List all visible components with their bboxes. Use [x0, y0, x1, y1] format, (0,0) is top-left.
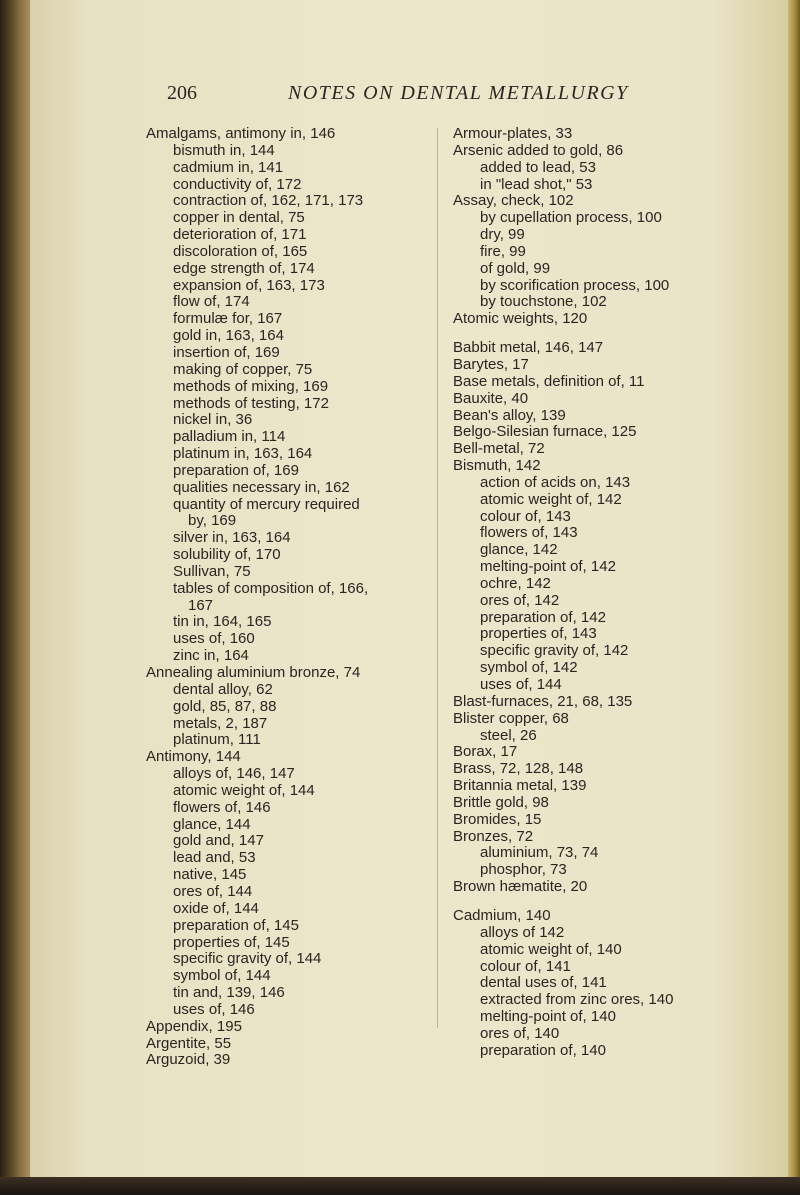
index-entry: Brass, 72, 128, 148 [453, 760, 584, 778]
index-entry: Bronzes, 72 [453, 827, 534, 845]
index-subentry: melting-point of, 142 [480, 558, 616, 576]
index-subentry: tables of composition of, 166, [173, 579, 369, 597]
index-entry: Britannia metal, 139 [453, 777, 587, 795]
page-number: 206 [167, 82, 197, 104]
index-subentry: bismuth in, 144 [173, 141, 275, 159]
index-entry: Armour-plates, 33 [453, 125, 573, 142]
index-subentry: platinum in, 163, 164 [173, 445, 313, 463]
index-entry: Bromides, 15 [453, 810, 542, 828]
index-subentry: by cupellation process, 100 [480, 209, 662, 227]
index-entry: Assay, check, 102 [453, 192, 574, 210]
index-subentry: nickel in, 36 [173, 411, 253, 429]
index-subentry: atomic weight of, 142 [480, 490, 622, 508]
index-subentry: methods of testing, 172 [173, 394, 329, 412]
index-entry: Blister copper, 68 [453, 709, 569, 727]
index-subentry: ores of, 140 [480, 1024, 560, 1042]
index-subentry: silver in, 163, 164 [173, 529, 291, 547]
index-subentry: flowers of, 146 [173, 798, 271, 816]
index-subentry: native, 145 [173, 866, 247, 884]
index-entry: Arsenic added to gold, 86 [453, 141, 624, 159]
index-subentry: tin and, 139, 146 [173, 984, 285, 1002]
index-entry: Annealing aluminium bronze, 74 [146, 664, 361, 681]
index-subentry: glance, 144 [173, 815, 251, 833]
index-subentry: discoloration of, 165 [173, 242, 308, 260]
index-subentry: insertion of, 169 [173, 343, 280, 361]
index-entry: Argentite, 55 [146, 1034, 232, 1052]
index-subentry: aluminium, 73, 74 [480, 844, 599, 862]
index-entry: Antimony, 144 [146, 748, 241, 766]
index-entry: Blast-furnaces, 21, 68, 135 [453, 692, 633, 710]
index-subentry: ores of, 144 [173, 882, 253, 900]
index-subentry: flowers of, 143 [480, 524, 578, 542]
index-subentry: formulæ for, 167 [173, 310, 283, 328]
index-subentry: dry, 99 [480, 226, 525, 244]
index-subentry: glance, 142 [480, 541, 558, 559]
index-subentry: dental uses of, 141 [480, 974, 607, 992]
book-spine-shadow [0, 0, 34, 1195]
index-subentry: properties of, 145 [173, 933, 290, 951]
index-subentry: lead and, 53 [173, 849, 256, 867]
index-subentry: atomic weight of, 140 [480, 940, 622, 958]
index-subentry: deterioration of, 171 [173, 226, 307, 244]
page-edge [788, 0, 800, 1195]
index-subentry: solubility of, 170 [173, 546, 281, 564]
index-subentry: gold in, 163, 164 [173, 327, 284, 345]
index-subentry: added to lead, 53 [480, 158, 596, 176]
index-subentry: atomic weight of, 144 [173, 781, 315, 799]
index-entry: Appendix, 195 [146, 1017, 242, 1035]
index-subentry: action of acids on, 143 [480, 473, 631, 491]
index-subentry: specific gravity of, 144 [173, 950, 322, 968]
index-subentry: gold, 85, 87, 88 [173, 697, 277, 715]
index-entry: Bauxite, 40 [453, 389, 529, 407]
index-subentry: cadmium in, 141 [173, 158, 284, 176]
index-subentry: ores of, 142 [480, 591, 560, 609]
index-subentry: conductivity of, 172 [173, 175, 302, 193]
index-entry: Bean's alloy, 139 [453, 406, 566, 424]
index-subentry: specific gravity of, 142 [480, 642, 629, 660]
index-subentry: melting-point of, 140 [480, 1008, 616, 1026]
index-entry: Cadmium, 140 [453, 906, 551, 924]
index-subentry: symbol of, 142 [480, 659, 578, 677]
index-subentry: platinum, 111 [173, 731, 261, 749]
index-subentry: preparation of, 145 [173, 916, 299, 934]
index-entry: Borax, 17 [453, 743, 518, 761]
index-subentry: by touchstone, 102 [480, 293, 607, 311]
index-entry: Arguzoid, 39 [146, 1051, 231, 1069]
index-subentry: steel, 26 [480, 726, 537, 744]
index-subentry: metals, 2, 187 [173, 714, 268, 732]
index-entry: Base metals, definition of, 11 [453, 372, 645, 390]
index-subentry: Sullivan, 75 [173, 562, 251, 580]
index-subentry: alloys of 142 [480, 923, 565, 941]
index-subentry: uses of, 160 [173, 630, 255, 648]
index-subentry: preparation of, 142 [480, 608, 606, 626]
index-subentry: by, 169 [188, 512, 237, 530]
index-column-left [146, 126, 426, 1069]
index-subentry: dental alloy, 62 [173, 680, 273, 698]
index-entry: Atomic weights, 120 [453, 310, 588, 328]
page-bottom-edge [0, 1177, 800, 1195]
index-subentry: flow of, 174 [173, 293, 250, 311]
index-subentry: expansion of, 163, 173 [173, 276, 325, 294]
index-subentry: preparation of, 140 [480, 1041, 606, 1059]
index-subentry: preparation of, 169 [173, 461, 299, 479]
index-entry: Belgo-Silesian furnace, 125 [453, 423, 637, 441]
index-subentry: oxide of, 144 [173, 899, 259, 917]
index-subentry: by scorification process, 100 [480, 276, 670, 294]
index-subentry: palladium in, 114 [173, 428, 286, 446]
index-entry: Barytes, 17 [453, 355, 529, 373]
index-subentry: copper in dental, 75 [173, 209, 305, 227]
index-subentry: properties of, 143 [480, 625, 597, 643]
index-subentry: edge strength of, 174 [173, 259, 315, 277]
index-subentry: phosphor, 73 [480, 861, 567, 879]
index-entry: Bell-metal, 72 [453, 440, 545, 458]
index-subentry: tin in, 164, 165 [173, 613, 272, 631]
index-subentry: fire, 99 [480, 242, 526, 260]
index-subentry: gold and, 147 [173, 832, 264, 850]
index-subentry: colour of, 141 [480, 957, 571, 975]
index-subentry: quantity of mercury required [173, 495, 360, 513]
index-column-right [453, 126, 753, 1060]
index-subentry: contraction of, 162, 171, 173 [173, 192, 364, 210]
index-entry: Brittle gold, 98 [453, 793, 549, 811]
index-subentry: alloys of, 146, 147 [173, 765, 295, 783]
index-subentry: colour of, 143 [480, 507, 571, 525]
column-divider [437, 128, 438, 1028]
index-subentry: methods of mixing, 169 [173, 377, 329, 395]
index-subentry: extracted from zinc ores, 140 [480, 991, 674, 1009]
index-subentry: of gold, 99 [480, 259, 551, 277]
index-entry: Bismuth, 142 [453, 457, 541, 475]
index-subentry: in "lead shot," 53 [480, 175, 593, 193]
index-subentry: uses of, 146 [173, 1000, 255, 1018]
index-subentry: qualities necessary in, 162 [173, 478, 350, 496]
index-subentry: symbol of, 144 [173, 967, 271, 985]
index-subentry: zinc in, 164 [173, 647, 249, 665]
index-subentry: making of copper, 75 [173, 360, 313, 378]
page-header [140, 82, 660, 112]
index-entry: Babbit metal, 146, 147 [453, 339, 604, 357]
index-entry: Amalgams, antimony in, 146 [146, 125, 336, 142]
index-subentry: ochre, 142 [480, 574, 551, 592]
index-entry: Brown hæmatite, 20 [453, 878, 588, 896]
running-title: NOTES ON DENTAL METALLURGY [288, 82, 629, 104]
index-subentry: uses of, 144 [480, 676, 562, 693]
index-subentry: 167 [188, 596, 214, 614]
